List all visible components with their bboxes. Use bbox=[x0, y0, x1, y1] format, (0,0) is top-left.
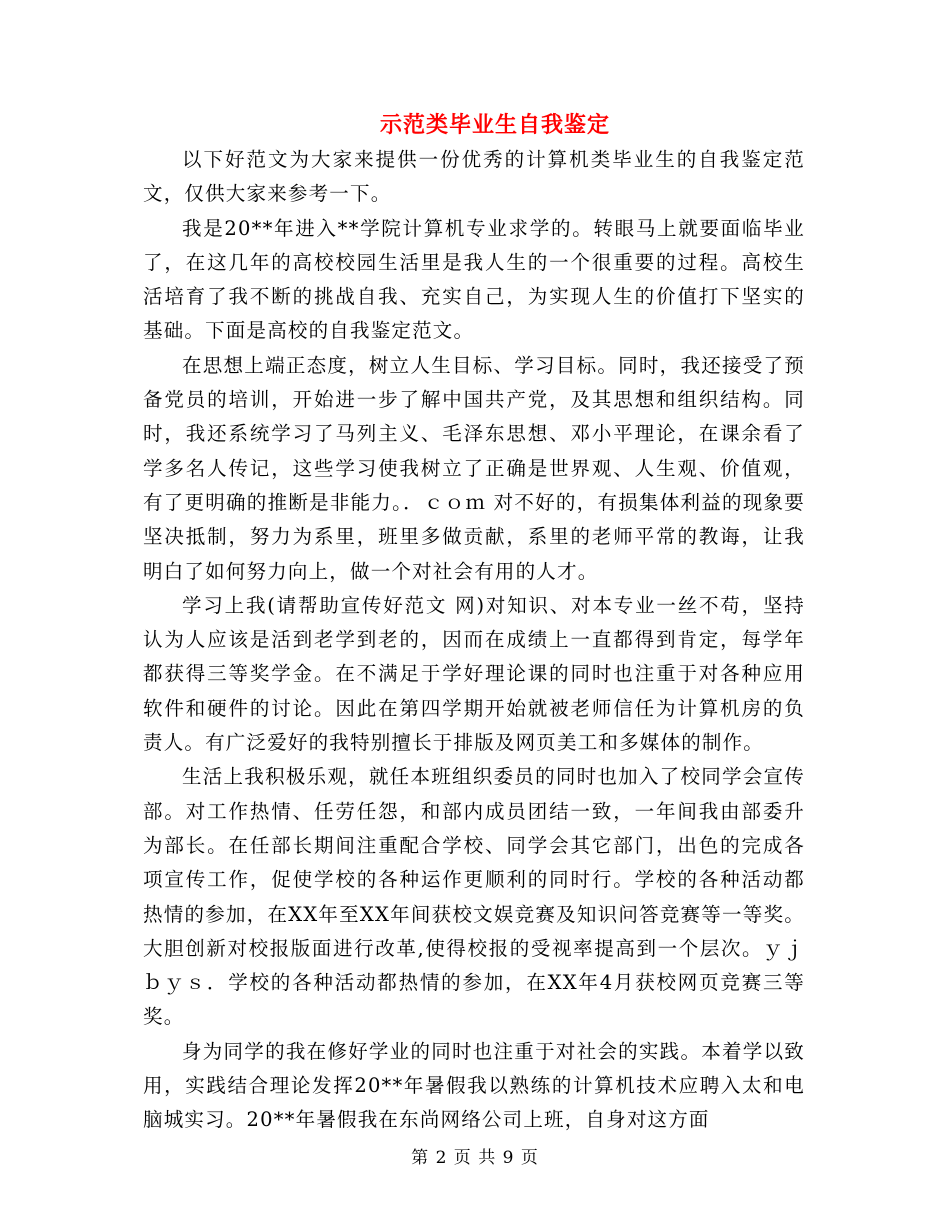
document-body bbox=[143, 143, 805, 1138]
page-number-footer: 第 2 页 共 9 页 bbox=[411, 1148, 539, 1168]
paragraph-study: 学习上我(请帮助宣传好范文 网)对知识、对本专业一丝不苟，坚持认为人应该是活到老学到老的，因而在成绩上一直都得到肯定，每学年都获得三等奖学金。在不满足于学好理论课的同时也注重于对各种应用软件和硬件的讨论。因此在第四学期开始就被老师信任为计算机房的负责人。有广泛爱好的我特别擅长于排版及网页美工和多媒体的制作。 bbox=[143, 593, 805, 755]
paragraph-ideology: 在思想上端正态度，树立人生目标、学习目标。同时，我还接受了预备党员的培训，开始进一步了解中国共产党，及其思想和组织结构。同时，我还系统学习了马列主义、毛泽东思想、邓小平理论，在课余看了学多名人传记，这些学习使我树立了正确是世界观、人生观、价值观，有了更明确的推断是非能力。．ｃｏｍ 对不好的，有损集体利益的现象要坚决抵制，努力为系里，班里多做贡献，系里的老师平常的教诲，让我明白了如何努力向上，做一个对社会有用的人才。 bbox=[143, 353, 805, 583]
paragraph-background: 我是20**年进入**学院计算机专业求学的。转眼马上就要面临毕业了，在这几年的高校校园生活里是我人生的一个很重要的过程。高校生活培育了我不断的挑战自我、充实自己，为实现人生的价值打下坚实的基础。下面是高校的自我鉴定范文。 bbox=[143, 216, 805, 343]
paragraph-practice: 身为同学的我在修好学业的同时也注重于对社会的实践。本着学以致用，实践结合理论发挥20**年暑假我以熟练的计算机技术应聘入太和电脑城实习。20**年暑假我在东尚网络公司上班，自身对这方面 bbox=[143, 1039, 805, 1132]
document-title: 示范类毕业生自我鉴定 bbox=[379, 112, 610, 138]
paragraph-life: 生活上我积极乐观，就任本班组织委员的同时也加入了校同学会宣传部。对工作热情、任劳任怨，和部内成员团结一致，一年间我由部委升为部长。在任部长期间注重配合学校、同学会其它部门，出色的完成各项宣传工作，促使学校的各种运作更顺利的同时行。学校的各种活动都热情的参加，在XX年至XX年间获校文娱竞赛及知识问答竞赛等一等奖。大胆创新对校报版面进行改革,使得校报的受视率提高到一个层次。ｙｊｂｙｓ．学校的各种活动都热情的参加，在XX年4月获校网页竞赛三等奖。 bbox=[143, 765, 805, 1029]
paragraph-intro: 以下好范文为大家来提供一份优秀的计算机类毕业生的自我鉴定范文，仅供大家来参考一下。 bbox=[143, 148, 805, 206]
